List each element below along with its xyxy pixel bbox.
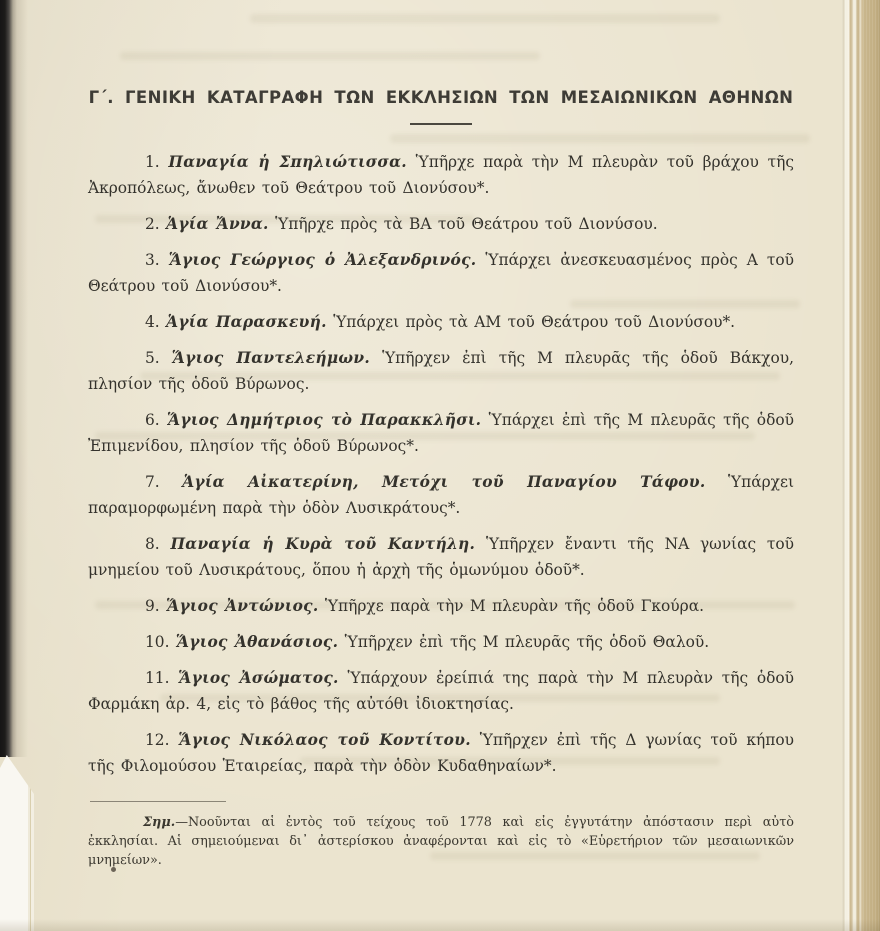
entry-number: 7. bbox=[145, 473, 160, 491]
church-name: Ἅγιος Ἀθανάσιος. bbox=[175, 633, 339, 651]
church-name: Ἅγιος Γεώργιος ὁ Ἀλεξανδρινός. bbox=[168, 251, 477, 269]
entry-number: 3. bbox=[145, 251, 160, 269]
entry-number: 1. bbox=[145, 153, 160, 171]
church-name: Ἁγία Παρασκευή. bbox=[166, 313, 327, 331]
church-description: Ὑπῆρχεν ἔναντι τῆς ΝΑ γωνίας τοῦ μνημείου τοῦ Λυσικράτους, ὅπου ἡ ἀρχὴ τῆς ὁμωνύμου ὁδοῦ*. bbox=[88, 535, 794, 579]
church-description: Ὑπάρχουν ἐρείπιά της παρὰ τὴν Μ πλευρὰν τῆς ὁδοῦ Φαρμάκη ἀρ. 4, εἰς τὸ βάθος τῆς αὐτόθι ἰδιοκτησίας. bbox=[88, 669, 794, 713]
church-name: Ἅγιος Παντελεήμων. bbox=[171, 349, 371, 367]
heading-divider-rule bbox=[410, 123, 472, 125]
entry-number: 12. bbox=[145, 731, 170, 749]
bottom-page-shadow bbox=[0, 919, 880, 931]
page-content bbox=[88, 0, 794, 870]
church-list bbox=[88, 149, 794, 779]
footnote-label: Σημ. bbox=[143, 815, 176, 830]
church-description: Ὑπῆρχε πρὸς τὰ ΒΑ τοῦ Θεάτρου τοῦ Διονύσου. bbox=[275, 215, 658, 233]
entry-number: 5. bbox=[145, 349, 160, 367]
church-name: Ἅγιος Ἀντώνιος. bbox=[166, 597, 319, 615]
church-description: Ὑπάρχει παραμορφωμένη παρὰ τὴν ὁδὸν Λυσικράτους*. bbox=[88, 473, 794, 517]
church-description: Ὑπάρχει πρὸς τὰ ΑΜ τοῦ Θεάτρου τοῦ Διονύσου*. bbox=[333, 313, 736, 331]
church-entry-5 bbox=[88, 345, 794, 397]
church-description: Ὑπῆρχε παρὰ τὴν Μ πλευρὰν τοῦ βράχου τῆς Ἀκροπόλεως, ἄνωθεν τοῦ Θεάτρου τοῦ Διονύσου*. bbox=[88, 153, 794, 197]
church-name: Παναγία ἡ Κυρὰ τοῦ Καντήλη. bbox=[170, 535, 476, 553]
entry-number: 4. bbox=[145, 313, 160, 331]
entry-number: 6. bbox=[145, 411, 160, 429]
entry-number: 9. bbox=[145, 597, 160, 615]
church-description: Ὑπάρχει ἐπὶ τῆς Μ πλευρᾶς τῆς ὁδοῦ Ἐπιμενίδου, πλησίον τῆς ὁδοῦ Βύρωνος*. bbox=[88, 411, 794, 455]
footnote-divider-rule bbox=[90, 801, 226, 802]
church-name: Ἁγία Αἰκατερίνη, Μετόχι τοῦ Παναγίου Τάφου. bbox=[182, 473, 706, 491]
church-name: Παναγία ἡ Σπηλιώτισσα. bbox=[168, 153, 407, 171]
church-description: Ὑπῆρχεν ἐπὶ τῆς Μ πλευρᾶς τῆς ὁδοῦ Θαλοῦ. bbox=[344, 633, 710, 651]
church-description: Ὑπῆρχεν ἐπὶ τῆς Δ γωνίας τοῦ κήπου τῆς Φιλομούσου Ἑταιρείας, παρὰ τὴν ὁδὸν Κυδαθηναίων*. bbox=[88, 731, 794, 775]
church-entry-8 bbox=[88, 531, 794, 583]
church-entry-4 bbox=[88, 309, 794, 335]
entry-number: 2. bbox=[145, 215, 160, 233]
footnote bbox=[88, 813, 794, 870]
church-name: Ἅγιος Νικόλαος τοῦ Κοντίτου. bbox=[178, 731, 471, 749]
church-description: Ὑπῆρχε παρὰ τὴν Μ πλευρὰν τῆς ὁδοῦ Γκούρα. bbox=[324, 597, 705, 615]
church-entry-6 bbox=[88, 407, 794, 459]
church-name: Ἅγιος Δημήτριος τὸ Παρακκλῆσι. bbox=[167, 411, 482, 429]
entry-number: 8. bbox=[145, 535, 160, 553]
church-entry-9 bbox=[88, 593, 794, 619]
entry-number: 11. bbox=[145, 669, 170, 687]
church-entry-11 bbox=[88, 665, 794, 717]
church-entry-10 bbox=[88, 629, 794, 655]
church-entry-12 bbox=[88, 727, 794, 779]
page-edge-stripes bbox=[842, 0, 880, 931]
church-entry-3 bbox=[88, 247, 794, 299]
church-name: Ἅγιος Ἀσώματος. bbox=[178, 669, 339, 687]
church-description: Ὑπάρχει ἀνεσκευασμένος πρὸς Α τοῦ Θεάτρου τοῦ Διονύσου*. bbox=[88, 251, 794, 295]
section-heading: Γ΄. ΓΕΝΙΚΗ ΚΑΤΑΓΡΑΦΗ ΤΩΝ ΕΚΚΛΗΣΙΩΝ ΤΩΝ ΜΕΣΑΙΩΝΙΚΩΝ ΑΘΗΝΩΝ bbox=[88, 88, 794, 107]
church-entry-2 bbox=[88, 211, 794, 237]
book-binding-shadow bbox=[0, 0, 30, 757]
inserted-paper-slip bbox=[0, 752, 34, 931]
church-description: Ὑπῆρχεν ἐπὶ τῆς Μ πλευρᾶς τῆς ὁδοῦ Βάκχου, πλησίον τῆς ὁδοῦ Βύρωνος. bbox=[88, 349, 794, 393]
church-name: Ἁγία Ἄννα. bbox=[166, 215, 269, 233]
church-entry-1 bbox=[88, 149, 794, 201]
footnote-text: —Νοοῦνται αἱ ἐντὸς τοῦ τείχους τοῦ 1778 καὶ εἰς ἐγγυτάτην ἀπόστασιν περὶ αὐτὸ ἐκκλησίαι. Αἱ σημειούμεναι δι᾽ ἀστερίσκου ἀναφέρονται καὶ εἰς τὸ «Εὑρετήριον τῶν μεσαιωνικῶν μνημείων». bbox=[88, 815, 794, 868]
church-entry-7 bbox=[88, 469, 794, 521]
entry-number: 10. bbox=[145, 633, 170, 651]
